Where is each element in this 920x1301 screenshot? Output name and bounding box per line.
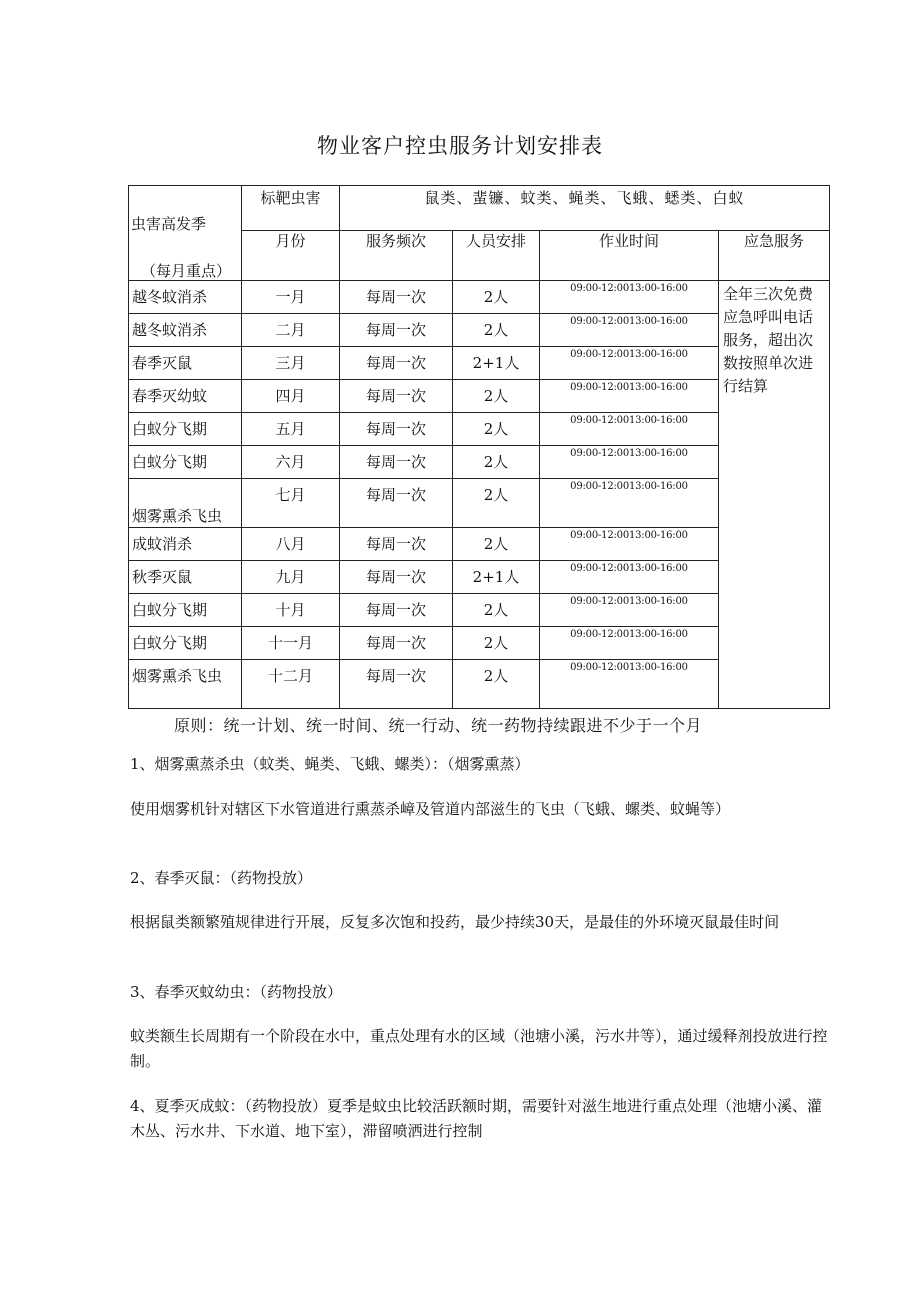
frequency-cell: 每周一次 (340, 627, 453, 660)
season-cell: 白蚁分飞期 (129, 413, 242, 446)
time-cell: 09:00-12:0013:00-16:00 (540, 660, 719, 709)
season-cell: 烟雾熏杀飞虫 (129, 660, 242, 709)
season-cell: 成蚊消杀 (129, 528, 242, 561)
section-3-heading: 3、春季灭蚊幼虫：（药物投放） (130, 983, 343, 1001)
month-cell: 三月 (242, 347, 340, 380)
time-cell: 09:00-12:0013:00-16:00 (540, 281, 719, 314)
month-cell: 二月 (242, 314, 340, 347)
staff-cell: 2人 (453, 281, 540, 314)
time-cell: 09:00-12:0013:00-16:00 (540, 528, 719, 561)
emergency-header: 应急服务 (719, 231, 830, 281)
time-cell: 09:00-12:0013:00-16:00 (540, 594, 719, 627)
section-1-body: 使用烟雾机针对辖区下水管道进行熏蒸杀嶂及管道内部滋生的飞虫（飞蛾、螺类、蚊蝇等） (130, 800, 731, 818)
frequency-cell: 每周一次 (340, 347, 453, 380)
frequency-cell: 每周一次 (340, 314, 453, 347)
month-cell: 十一月 (242, 627, 340, 660)
month-cell: 六月 (242, 446, 340, 479)
frequency-cell: 每周一次 (340, 561, 453, 594)
season-header-label: 虫害高发季 (131, 215, 207, 233)
time-cell: 09:00-12:0013:00-16:00 (540, 380, 719, 413)
season-cell: 越冬蚊消杀 (129, 281, 242, 314)
staff-cell: 2人 (453, 660, 540, 709)
staff-cell: 2+1人 (453, 561, 540, 594)
time-cell: 09:00-12:0013:00-16:00 (540, 314, 719, 347)
season-cell: 白蚁分飞期 (129, 446, 242, 479)
month-cell: 十月 (242, 594, 340, 627)
month-cell: 一月 (242, 281, 340, 314)
section-4-body: 4、夏季灭成蚊：（药物投放）夏季是蚊虫比较活跃额时期，需要针对滋生地进行重点处理（池塘小溪、灌木丛、污水井、下水道、地下室），滞留喷洒进行控制 (130, 1097, 823, 1140)
target-pests-header: 标靶虫害 (242, 186, 340, 231)
season-cell: 秋季灭鼠 (129, 561, 242, 594)
frequency-cell: 每周一次 (340, 413, 453, 446)
month-cell: 十二月 (242, 660, 340, 709)
month-cell: 八月 (242, 528, 340, 561)
staff-cell: 2人 (453, 413, 540, 446)
staff-cell: 2人 (453, 594, 540, 627)
season-cell: 春季灭鼠 (129, 347, 242, 380)
section-2-heading: 2、春季灭鼠：（药物投放） (130, 869, 313, 887)
section-3-body: 蚊类额生长周期有一个阶段在水中，重点处理有水的区域（池塘小溪，污水井等），通过缓释剂投放进行控制。 (130, 1027, 828, 1070)
month-header: 月份 (242, 231, 340, 281)
time-cell: 09:00-12:0013:00-16:00 (540, 479, 719, 528)
frequency-cell: 每周一次 (340, 594, 453, 627)
staff-cell: 2人 (453, 380, 540, 413)
staff-cell: 2人 (453, 314, 540, 347)
staff-cell: 2人 (453, 446, 540, 479)
frequency-cell: 每周一次 (340, 528, 453, 561)
season-cell: 白蚁分飞期 (129, 627, 242, 660)
month-cell: 四月 (242, 380, 340, 413)
month-cell: 五月 (242, 413, 340, 446)
staff-cell: 2人 (453, 627, 540, 660)
time-cell: 09:00-12:0013:00-16:00 (540, 561, 719, 594)
staff-header: 人员安排 (453, 231, 540, 281)
principle-text: 原则：统一计划、统一时间、统一行动、统一药物持续跟进不少于一个月 (174, 716, 703, 735)
time-cell: 09:00-12:0013:00-16:00 (540, 347, 719, 380)
emergency-text: 全年三次免费应急呼叫电话服务，超出次数按照单次进行结算 (723, 285, 814, 395)
frequency-cell: 每周一次 (340, 446, 453, 479)
frequency-cell: 每周一次 (340, 281, 453, 314)
emergency-service-text (719, 281, 830, 709)
time-cell: 09:00-12:0013:00-16:00 (540, 413, 719, 446)
staff-cell: 2人 (453, 528, 540, 561)
season-cell: 春季灭幼蚊 (129, 380, 242, 413)
time-cell: 09:00-12:0013:00-16:00 (540, 446, 719, 479)
frequency-header: 服务频次 (340, 231, 453, 281)
month-cell: 七月 (242, 479, 340, 528)
target-pests-list: 鼠类、蜚镰、蚊类、蝇类、飞蛾、蟋类、白蚁 (340, 186, 830, 231)
staff-cell: 2+1人 (453, 347, 540, 380)
season-cell: 白蚁分飞期 (129, 594, 242, 627)
staff-cell: 2人 (453, 479, 540, 528)
season-cell: 烟雾熏杀飞虫 (129, 479, 242, 528)
work-time-header: 作业时间 (540, 231, 719, 281)
frequency-cell: 每周一次 (340, 380, 453, 413)
section-1-heading: 1、烟雾熏蒸杀虫（蚊类、蝇类、飞蛾、螺类）：（烟雾熏蒸） (130, 755, 530, 773)
section-2-body: 根据鼠类额繁殖规律进行开展，反复多次饱和投药，最少持续30天，是最佳的外环境灭鼠最佳时间 (130, 913, 780, 931)
season-header (129, 186, 242, 281)
season-header-note: （每月重点） (141, 262, 232, 280)
month-cell: 九月 (242, 561, 340, 594)
frequency-cell: 每周一次 (340, 660, 453, 709)
page-title: 物业客户控虫服务计划安排表 (317, 134, 603, 158)
time-cell: 09:00-12:0013:00-16:00 (540, 627, 719, 660)
table-row (129, 281, 830, 314)
service-plan-table (128, 185, 830, 709)
season-cell: 越冬蚊消杀 (129, 314, 242, 347)
frequency-cell: 每周一次 (340, 479, 453, 528)
